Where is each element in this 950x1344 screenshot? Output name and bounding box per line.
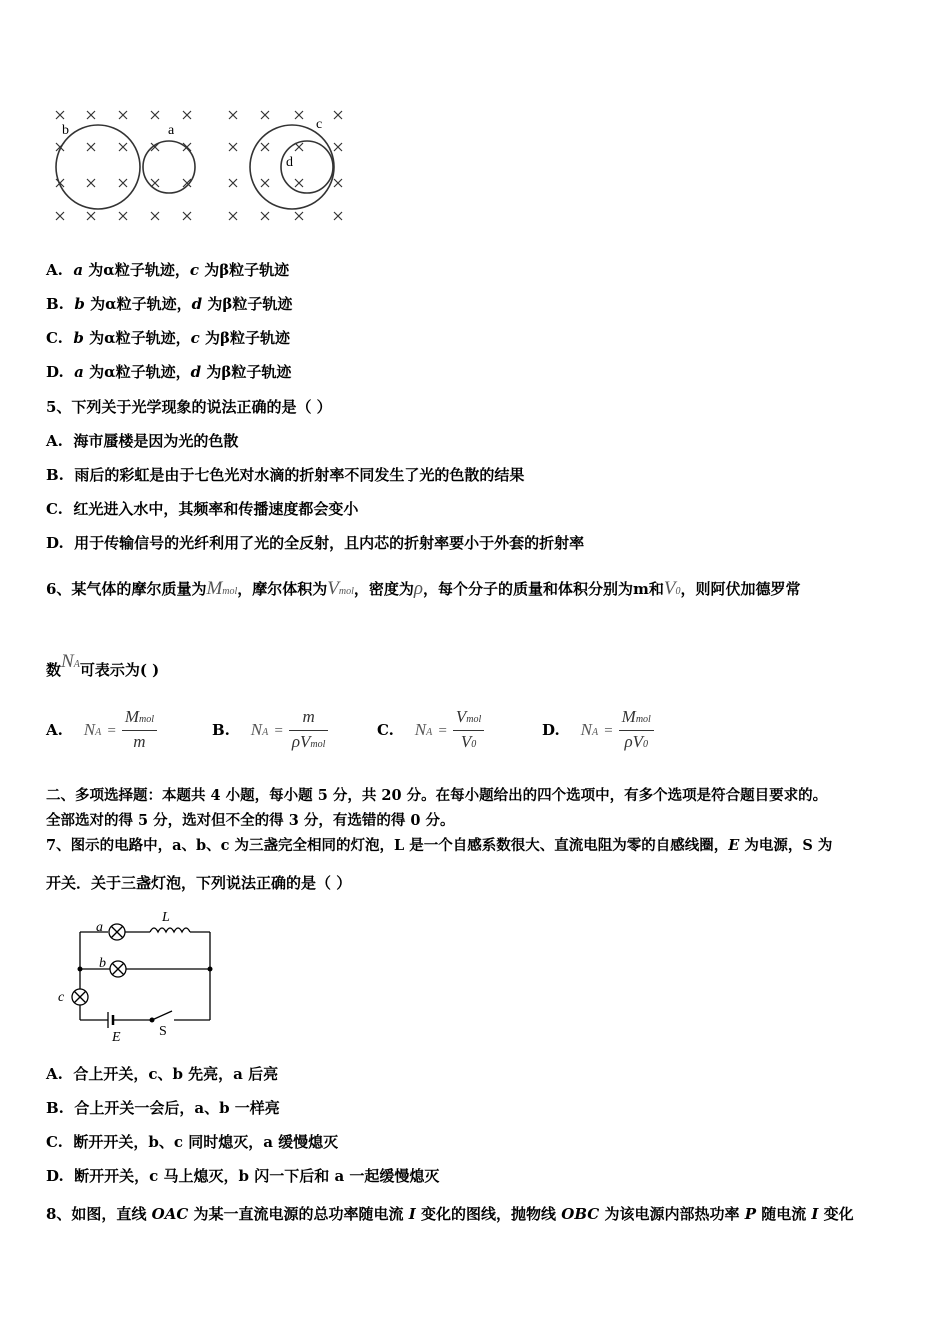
field-x-mark [334,212,342,220]
label-c: c [316,117,323,132]
field-x-mark [295,111,303,119]
field-x-mark [183,143,191,151]
circuit-label-c: c [58,990,65,1005]
field-x-mark [87,143,95,151]
q6-option-d: D. NA = $\frac{\text{Mmol}}{\rho V0}$ [542,706,654,757]
q6-option-c: C. NA = $\frac{\text{Vmol}}{V0}$ [377,706,484,757]
q6-option-b: B. NA = $\frac{m}{\text{ρVmol}}$ [212,706,328,757]
label-d: d [286,155,293,170]
q5-option-d: D. 用于传输信号的光纤利用了光的全反射，且内芯的折射率要小于外套的折射率 [46,534,585,552]
field-x-mark [295,179,303,187]
q7-option-c: C. 断开开关，b、c 同时熄灭，a 缓慢熄灭 [46,1133,339,1151]
field-x-mark [229,179,237,187]
field-x-mark [119,212,127,220]
q6-stem-line2: 数NA可表示为( ) [46,651,160,679]
field-x-mark [119,111,127,119]
q5-option-c: C. 红光进入水中，其频率和传播速度都会变小 [46,500,359,518]
circuit-label-E: E [112,1030,121,1045]
q4-option-c: C. b 为α粒子轨迹，c 为β粒子轨迹 [46,329,290,347]
field-x-mark [151,111,159,119]
circuit-label-a: a [96,920,103,935]
field-x-mark [183,212,191,220]
q4-option-a: A. a 为α粒子轨迹，c 为β粒子轨迹 [46,261,290,279]
field-x-mark [229,111,237,119]
field-x-mark [87,111,95,119]
field-x-mark [229,143,237,151]
circuit-label-S: S [159,1024,167,1039]
field-x-marks [56,111,342,220]
q4-option-b: B. b 为α粒子轨迹，d 为β粒子轨迹 [46,295,293,313]
circuit-label-b: b [99,956,106,971]
q7-stem-line1: 7、图示的电路中，a、b、c 为三盏完全相同的灯泡，L 是一个自感系数很大、直流电阻为零的自感线圈，E 为电源，S 为 [46,837,833,854]
field-x-mark [87,179,95,187]
label-a: a [168,123,175,138]
field-x-mark [119,179,127,187]
field-x-mark [261,143,269,151]
q6-stem-line1: 6、某气体的摩尔质量为Mmol，摩尔体积为Vmol，密度为ρ，每个分子的质量和体积分别为m和V0，则阿伏加德罗常 [46,578,801,599]
field-x-mark [261,111,269,119]
field-x-mark [261,179,269,187]
q7-option-d: D. 断开开关，c 马上熄灭，b 闪一下后和 a 一起缓慢熄灭 [46,1167,440,1185]
section2-line1: 二、多项选择题：本题共 4 小题，每小题 5 分，共 20 分。在每小题给出的四个选项中，有多个选项是符合题目要求的。 [46,787,828,804]
field-x-mark [56,212,64,220]
q5-option-b: B. 雨后的彩虹是由于七色光对水滴的折射率不同发生了光的色散的结果 [46,466,525,484]
field-x-mark [229,212,237,220]
circuit-label-L: L [162,910,170,925]
circuit-diagram [50,905,220,1045]
field-x-mark [87,212,95,220]
magnetic-field-figure [48,100,358,230]
label-b: b [62,123,69,138]
field-x-mark [334,179,342,187]
field-x-mark [295,212,303,220]
field-x-mark [334,111,342,119]
field-x-mark [119,143,127,151]
q4-option-d: D. a 为α粒子轨迹，d 为β粒子轨迹 [46,363,292,381]
q7-option-a: A. 合上开关，c、b 先亮，a 后亮 [46,1065,279,1083]
q5-stem: 5、下列关于光学现象的说法正确的是（ ） [46,398,332,416]
q6-option-a: A. NA = $\frac{\text{Mmol}}{m}$ [46,706,157,757]
section2-line2: 全部选对的得 5 分，选对但不全的得 3 分，有选错的得 0 分。 [46,812,455,829]
field-x-mark [151,212,159,220]
field-x-mark [183,111,191,119]
field-x-mark [261,212,269,220]
q8-stem: 8、如图，直线 OAC 为某一直流电源的总功率随电流 I 变化的图线，抛物线 OBC 为该电源内部热功率 P 随电流 I 变化 [46,1205,854,1223]
field-x-mark [56,111,64,119]
q5-option-a: A. 海市蜃楼是因为光的色散 [46,432,239,450]
q7-stem-line2: 开关．关于三盏灯泡，下列说法正确的是（ ） [46,874,352,892]
field-x-mark [334,143,342,151]
q7-option-b: B. 合上开关一会后，a、b 一样亮 [46,1099,280,1117]
